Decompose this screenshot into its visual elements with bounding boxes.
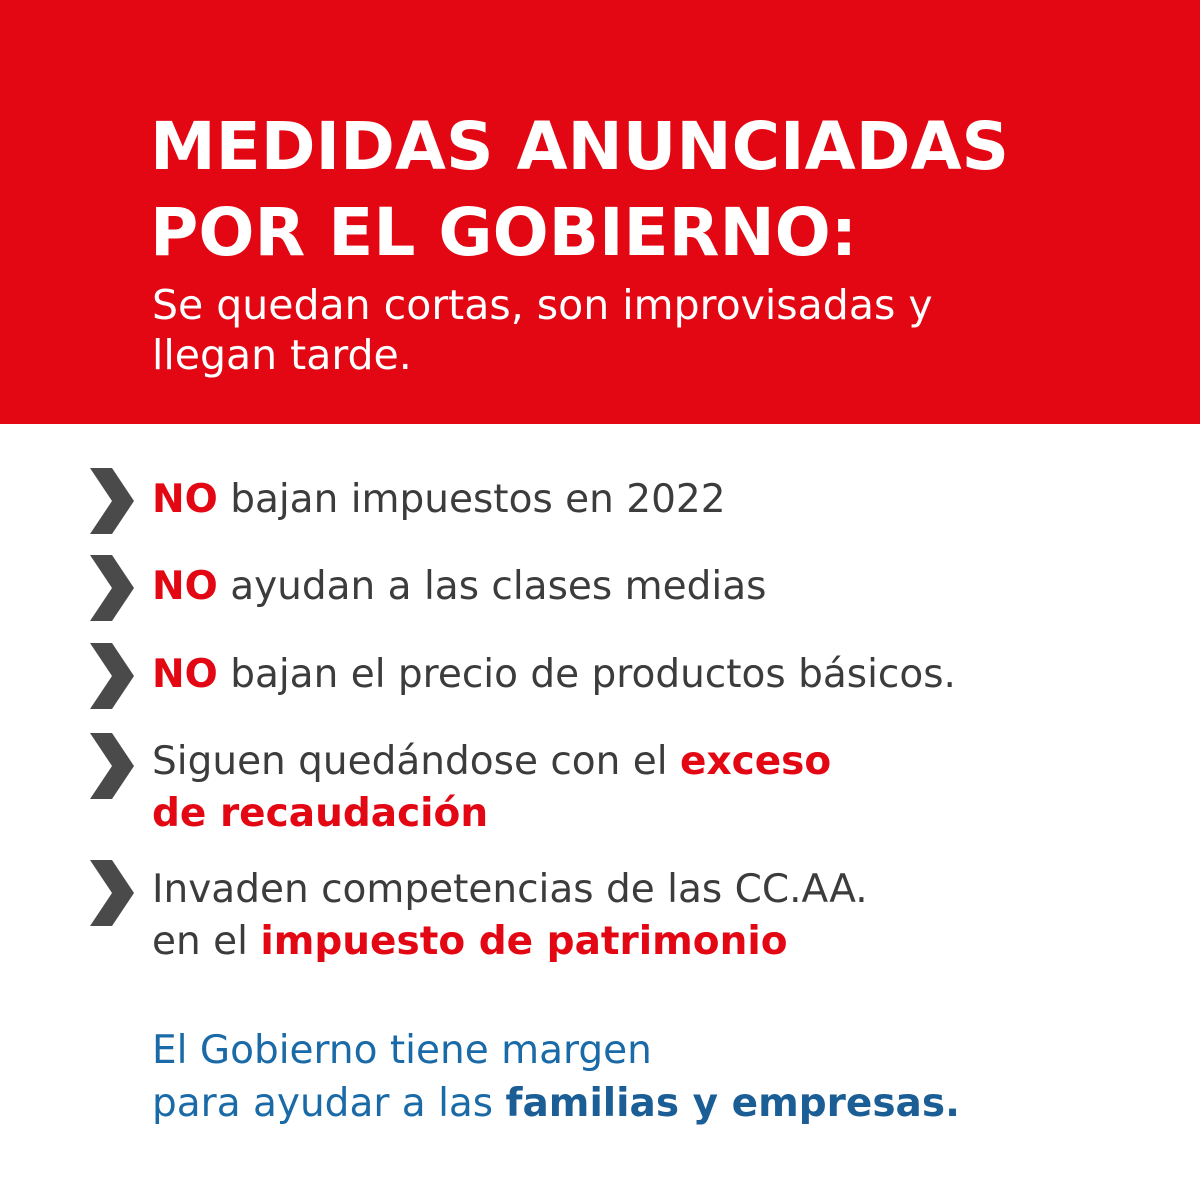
closing-line-2: para ayudar a las xyxy=(152,1081,506,1126)
chevron-right-icon xyxy=(88,555,136,621)
point-emphasis: NO xyxy=(152,652,218,697)
point-emphasis: impuesto de patrimonio xyxy=(260,919,788,964)
closing-statement xyxy=(152,1024,1152,1130)
chevron-right-icon xyxy=(88,468,136,534)
point-body: ayudan a las clases medias xyxy=(217,564,767,609)
point-body: bajan impuestos en 2022 xyxy=(217,477,726,522)
point-emphasis: NO xyxy=(152,477,218,522)
point-text xyxy=(152,736,1192,840)
point-emphasis: exceso xyxy=(680,739,832,784)
subtitle-line-1: Se quedan cortas, son improvisadas y xyxy=(152,281,933,329)
point-body-line-2: en el xyxy=(152,919,261,964)
point-body: Siguen quedándose con el xyxy=(152,739,680,784)
chevron-right-icon xyxy=(88,733,136,799)
point-text xyxy=(152,561,1192,613)
closing-emphasis: familias y empresas. xyxy=(505,1081,960,1126)
chevron-right-icon xyxy=(88,860,136,926)
point-text xyxy=(152,864,1192,968)
point-text xyxy=(152,474,1192,526)
title-line-1: MEDIDAS ANUNCIADAS xyxy=(150,108,1010,185)
point-emphasis: NO xyxy=(152,564,218,609)
subtitle-line-2: llegan tarde. xyxy=(152,331,412,379)
title-line-2: POR EL GOBIERNO: xyxy=(150,194,858,271)
point-body: bajan el precio de productos básicos. xyxy=(217,652,956,697)
point-emphasis-line-2: de recaudación xyxy=(152,791,489,836)
point-text xyxy=(152,649,1192,701)
closing-line-1: El Gobierno tiene margen xyxy=(152,1028,652,1073)
point-body: Invaden competencias de las CC.AA. xyxy=(152,867,868,912)
chevron-right-icon xyxy=(88,643,136,709)
